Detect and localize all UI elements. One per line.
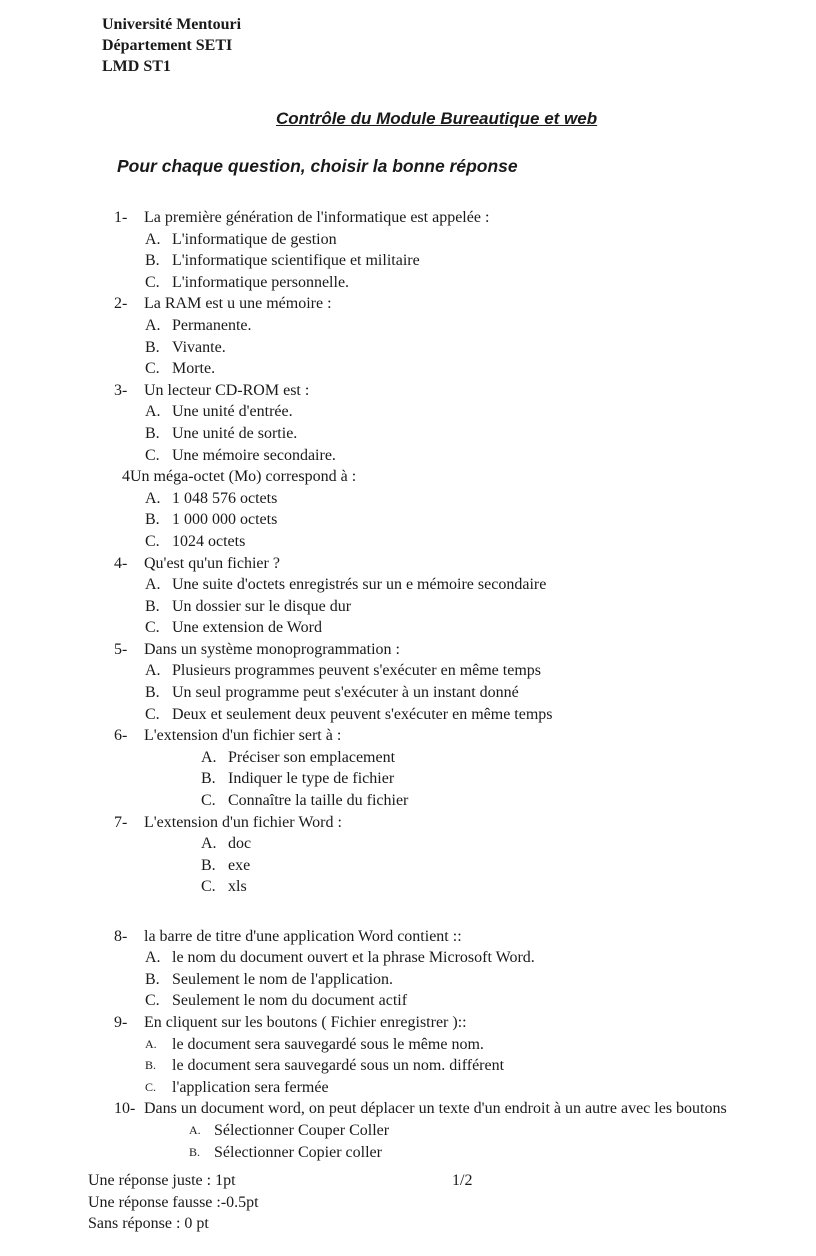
question-text: 4Un méga-octet (Mo) correspond à : xyxy=(122,468,357,486)
question-4-mega-octet-option-b xyxy=(0,509,816,531)
option-text: Vivante. xyxy=(172,338,226,356)
option-text: l'application sera fermée xyxy=(172,1078,329,1096)
question-4-option-c xyxy=(0,617,816,639)
question-2-option-a xyxy=(0,315,816,337)
question-number: 2- xyxy=(114,295,128,313)
question-9-option-c xyxy=(0,1077,816,1099)
question-text: Qu'est qu'un fichier ? xyxy=(144,554,280,572)
option-text: Morte. xyxy=(172,360,216,378)
question-6-option-b xyxy=(0,768,816,790)
option-text: Seulement le nom de l'application. xyxy=(172,970,394,988)
option-text: Plusieurs programmes peuvent s'exécuter en même temps xyxy=(172,662,541,680)
scoring-none: Sans réponse : 0 pt xyxy=(88,1215,209,1232)
question-9-option-a xyxy=(0,1034,816,1056)
question-5-option-c xyxy=(0,704,816,726)
option-text: Une unité d'entrée. xyxy=(172,403,293,421)
question-text: la barre de titre d'une application Word contient :: xyxy=(144,927,462,945)
question-10-option-a xyxy=(0,1120,816,1142)
option-letter: A. xyxy=(145,316,161,334)
question-4-option-b xyxy=(0,596,816,618)
option-text: Sélectionner Copier coller xyxy=(214,1143,382,1161)
question-6-option-a xyxy=(0,747,816,769)
question-4 xyxy=(0,553,816,575)
option-text: le document sera sauvegardé sous le même nom. xyxy=(172,1035,484,1053)
option-text: le document sera sauvegardé sous un nom. différent xyxy=(172,1057,505,1075)
question-8-option-c xyxy=(0,990,816,1012)
option-text: exe xyxy=(228,856,251,874)
option-text: Seulement le nom du document actif xyxy=(172,992,408,1010)
option-letter: C. xyxy=(201,878,216,896)
option-text: Indiquer le type de fichier xyxy=(228,770,395,788)
question-3-option-a xyxy=(0,401,816,423)
question-9 xyxy=(0,1012,816,1034)
option-letter: A. xyxy=(201,835,217,853)
option-letter: A. xyxy=(145,403,161,421)
question-number: 4- xyxy=(114,554,128,572)
question-3 xyxy=(0,380,816,402)
option-letter: B. xyxy=(145,338,160,356)
question-4-mega-octet-option-c xyxy=(0,531,816,553)
question-7-option-c xyxy=(0,876,816,898)
question-1-option-a xyxy=(0,229,816,251)
option-letter: B. xyxy=(189,1144,201,1159)
option-letter: B. xyxy=(145,970,160,988)
question-text: La RAM est u une mémoire : xyxy=(144,295,332,313)
question-text: Dans un document word, on peut déplacer un texte d'un endroit à un autre avec les boutons xyxy=(144,1100,727,1118)
option-letter: A. xyxy=(145,230,161,248)
option-text: le nom du document ouvert et la phrase Microsoft Word. xyxy=(172,949,535,967)
question-list xyxy=(0,207,816,1163)
question-7-option-a xyxy=(0,833,816,855)
option-letter: B. xyxy=(145,684,160,702)
option-text: doc xyxy=(228,835,252,853)
option-text: 1 000 000 octets xyxy=(172,511,278,529)
question-text: L'extension d'un fichier sert à : xyxy=(144,727,342,745)
option-text: 1 048 576 octets xyxy=(172,489,278,507)
question-text: Un lecteur CD-ROM est : xyxy=(144,381,310,399)
option-text: Une mémoire secondaire. xyxy=(172,446,336,464)
question-number: 7- xyxy=(114,813,128,831)
question-10-option-b xyxy=(0,1142,816,1164)
option-letter: A. xyxy=(145,662,161,680)
option-letter: B. xyxy=(145,1058,157,1073)
document-header xyxy=(102,14,241,77)
option-letter: C. xyxy=(145,360,160,378)
question-1-option-c xyxy=(0,272,816,294)
question-7 xyxy=(0,812,816,834)
page-number: 1/2 xyxy=(452,1172,473,1189)
option-text: Un seul programme peut s'exécuter à un instant donné xyxy=(172,684,519,702)
option-text: L'informatique personnelle. xyxy=(172,273,350,291)
option-letter: A. xyxy=(189,1122,201,1137)
option-letter: C. xyxy=(201,792,216,810)
question-number: 9- xyxy=(114,1013,128,1031)
question-3-option-b xyxy=(0,423,816,445)
question-4-mega-octet-option-a xyxy=(0,488,816,510)
option-letter: B. xyxy=(145,424,160,442)
option-text: Préciser son emplacement xyxy=(228,748,396,766)
option-text: Sélectionner Couper Coller xyxy=(214,1121,390,1139)
blank-line xyxy=(0,898,816,920)
question-text: La première génération de l'informatique est appelée : xyxy=(144,209,490,226)
option-text: L'informatique de gestion xyxy=(172,230,337,248)
option-text: Permanente. xyxy=(172,316,252,334)
option-text: Un dossier sur le disque dur xyxy=(172,597,352,615)
option-letter: A. xyxy=(145,489,161,507)
question-text: En cliquent sur les boutons ( Fichier enregistrer ):: xyxy=(144,1013,467,1031)
question-8-option-a xyxy=(0,947,816,969)
option-letter: C. xyxy=(145,273,160,291)
question-text: Dans un système monoprogrammation : xyxy=(144,640,400,658)
question-2-option-b xyxy=(0,337,816,359)
option-text: 1024 octets xyxy=(172,532,246,550)
option-letter: A. xyxy=(145,949,161,967)
option-text: Deux et seulement deux peuvent s'exécuter en même temps xyxy=(172,705,553,723)
question-number: 10- xyxy=(114,1100,136,1118)
question-number: 3- xyxy=(114,381,128,399)
level-name: LMD ST1 xyxy=(102,58,171,75)
scoring-correct: Une réponse juste : 1pt xyxy=(88,1172,236,1189)
question-number: 1- xyxy=(114,209,128,226)
question-2-option-c xyxy=(0,358,816,380)
option-letter: C. xyxy=(145,446,160,464)
exam-title: Contrôle du Module Bureautique et web xyxy=(276,109,598,128)
question-8-option-b xyxy=(0,969,816,991)
university-name: Université Mentouri xyxy=(102,16,242,33)
question-5-option-b xyxy=(0,682,816,704)
question-2 xyxy=(0,293,816,315)
scoring-rules xyxy=(88,1170,259,1235)
option-text: xls xyxy=(228,878,247,896)
question-4-option-a xyxy=(0,574,816,596)
option-letter: B. xyxy=(145,511,160,529)
option-letter: C. xyxy=(145,992,160,1010)
option-letter: A. xyxy=(201,748,217,766)
instruction-text: Pour chaque question, choisir la bonne réponse xyxy=(117,156,518,176)
option-text: Connaître la taille du fichier xyxy=(228,792,409,810)
option-letter: A. xyxy=(145,576,161,594)
question-number: 5- xyxy=(114,640,128,658)
question-4-mega-octet xyxy=(0,466,816,488)
option-letter: B. xyxy=(201,770,216,788)
question-1 xyxy=(0,207,816,229)
question-5-option-a xyxy=(0,660,816,682)
question-1-option-b xyxy=(0,250,816,272)
option-letter: B. xyxy=(145,252,160,270)
option-text: Une suite d'octets enregistrés sur un e mémoire secondaire xyxy=(172,576,547,594)
option-text: L'informatique scientifique et militaire xyxy=(172,252,420,270)
question-6 xyxy=(0,725,816,747)
question-3-option-c xyxy=(0,445,816,467)
option-letter: C. xyxy=(145,1079,157,1094)
question-text: L'extension d'un fichier Word : xyxy=(144,813,342,831)
option-letter: A. xyxy=(145,1036,157,1051)
question-7-option-b xyxy=(0,855,816,877)
question-8 xyxy=(0,926,816,948)
question-number: 8- xyxy=(114,927,128,945)
question-5 xyxy=(0,639,816,661)
option-letter: B. xyxy=(145,597,160,615)
option-letter: C. xyxy=(145,532,160,550)
option-text: Une extension de Word xyxy=(172,619,322,637)
option-text: Une unité de sortie. xyxy=(172,424,298,442)
department-name: Département SETI xyxy=(102,37,233,54)
question-10 xyxy=(0,1098,816,1120)
question-number: 6- xyxy=(114,727,128,745)
option-letter: C. xyxy=(145,619,160,637)
question-9-option-b xyxy=(0,1055,816,1077)
scoring-wrong: Une réponse fausse :-0.5pt xyxy=(88,1193,259,1211)
question-6-option-c xyxy=(0,790,816,812)
option-letter: C. xyxy=(145,705,160,723)
option-letter: B. xyxy=(201,856,216,874)
